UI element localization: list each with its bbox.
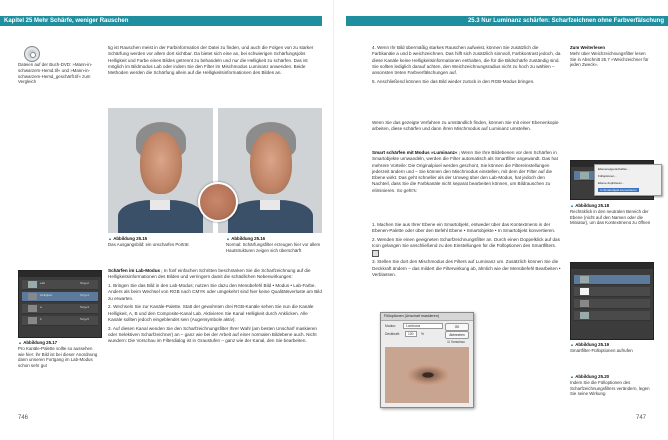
figure-text: Das Ausgangsbild: ein unscharfes Porträt bbox=[108, 241, 189, 247]
channel-row-helligkeit[interactable]: Helligkeit Strg+3 bbox=[22, 292, 98, 302]
figure-25-20-caption bbox=[570, 374, 652, 408]
opacity-input[interactable]: 100 bbox=[405, 331, 417, 337]
layer-context-menu bbox=[594, 164, 662, 196]
smart-section bbox=[372, 150, 562, 220]
figure-text: Smartfilter-Fülloptionen aufrufen bbox=[570, 347, 633, 353]
caption-marker-icon: ▲ bbox=[570, 342, 574, 347]
figure-25-17-caption bbox=[18, 340, 100, 380]
portrait-original bbox=[108, 108, 213, 233]
page-number-left: 746 bbox=[18, 415, 29, 421]
cancel-button[interactable]: Abbrechen bbox=[445, 331, 469, 339]
menu-item[interactable]: Ebene duplizieren... bbox=[598, 181, 625, 185]
dialog-title: Fülloptionen (Unscharf maskieren) bbox=[381, 313, 473, 321]
section-marker-icon: | bbox=[161, 268, 163, 273]
caption-marker-icon: ▲ bbox=[570, 203, 574, 208]
caption-marker-icon: ▲ bbox=[570, 374, 574, 379]
step-item: 4. Wenn Ihr Bild übermäßig starkes Rauschen aufweist, können Sie zusätzlich die Farbkanäle a und b weichzeichnen. Das hilft sich zusätzlich sinnvoll, Farbkontrast jedoch, da diese Kanäle keine Helligkeitsinformationen enthalten, die für die Bildschärfe zuständig sind. Sie sollten lediglich darauf achten, den Weichzeichnungsradius nicht zu hoch zu wählen – ansonsten treten Farbverfälschungen auf. bbox=[372, 45, 561, 76]
background-layer[interactable] bbox=[574, 311, 650, 321]
channel-row-lab[interactable]: Lab Strg+2 bbox=[22, 280, 98, 290]
smart-heading: Smart schärfen mit Modus »Luminanz« bbox=[372, 150, 458, 155]
margin-further-reading bbox=[570, 45, 652, 79]
figure-25-16-caption bbox=[226, 236, 322, 256]
chapter-title: Kapitel 25 Mehr Schärfe, weniger Rauschen bbox=[4, 18, 129, 24]
section-title: 25.3 Nur Luminanz schärfen: Scharfzeichnen ohne Farbverfälschung bbox=[467, 18, 664, 24]
step-item: 1. Bringen Sie das Bild in den Lab-Modus; nutzen Sie dazu den Menübefehl Bild • Modus • Lab-Farbe. Anders als beim Wechsel von RGB nach CMYK oder umgekehrt sind hier keine Qualitätsverluste am Bild zu erwarten. bbox=[108, 283, 322, 301]
figure-text: Indem Sie die Fülloptionen des Scharfzeichnungsfilters verändern, legen Sie seine Wirkung bbox=[570, 379, 650, 397]
figure-title: Abbildung 25.16 bbox=[231, 236, 266, 241]
layers-panel-smartfilter bbox=[570, 262, 654, 340]
dvd-note: Dateien auf der Buch-DVD: »Mann-in-schwarzem-Hemd.tif« und »Mann-in-schwarzem-Hemd_geschärft.tif« zum Vergleich bbox=[18, 62, 93, 85]
figure-text: Pro Kanäle-Palette sollte so aussehen wie hier: ihr Bild ist bei dieser Anordnung dann unseren Fortgang im Lab-Modus schon sehr gut bbox=[18, 345, 98, 369]
caption-marker-icon: ▲ bbox=[108, 236, 112, 241]
chapter-header-left bbox=[0, 16, 322, 26]
page-number-right: 747 bbox=[636, 415, 647, 421]
chapter-header-right bbox=[346, 16, 668, 26]
figure-25-15-caption bbox=[108, 236, 213, 250]
figure-text: Normal: Schärfungsfilter erzeugen hier vor allem Hautstrukturen zeigen sich überschärft bbox=[226, 241, 321, 253]
menu-item[interactable]: Ebeneneigenschaften... bbox=[598, 167, 630, 171]
figure-title: Abbildung 25.15 bbox=[113, 236, 148, 241]
margin-heading: Zum Weiterlesen bbox=[570, 45, 606, 50]
step-item: 2. Wenden Sie einen geeigneten Scharfzeichnungsfilter an. Durch einen Doppelklick auf das Icon gelangen Sie anschließend zu den Einstellungen für die Fülloptionen des Smartfilters. bbox=[372, 237, 560, 249]
menu-item[interactable]: Fülloptionen... bbox=[598, 174, 617, 178]
steps-top bbox=[372, 45, 562, 117]
caption-marker-icon: ▲ bbox=[226, 236, 230, 241]
channel-row-b[interactable]: b Strg+5 bbox=[22, 316, 98, 326]
preview-checkbox[interactable]: ☑ Vorschau bbox=[447, 340, 465, 344]
smartfilter-row[interactable] bbox=[574, 287, 650, 297]
skin-detail-loupe bbox=[198, 182, 238, 222]
intro-text: tig ist Rauschen meist in der Farbinformation der Datei zu finden, und auch die Folgen von zu starker Schärfung werden vor allem dort sichtbar. Da bietet sich eine an, bei schwierigen Schärfungsjobs Helligkeit und Farbe eines Bildes getrennt zu behandeln und nur die Helligkeit zu schärfen. Das ist möglich im Bildmodus Lab oder indem Sie den Filter im Mischmodus Luminanz anwenden. Beide Methoden werden die Schärfung allein auf die Helligkeitsinformationen des Bildes an. bbox=[108, 45, 314, 76]
margin-text: Mehr über Weichzeichnungsfilter lesen Sie in Abschnitt 25.7 »Weichzeichner für jeden Zweck«. bbox=[570, 50, 649, 68]
smart-text: Wenn Sie Ihre Bildebenen vor dem Schärfen in Smartobjekte umwandeln, werden die Filter automatisch als Smartfilter angewandt. Das hat mehrere Vorteile: Die Originalpixel werden geschont, Sie können die Filtereinstellungen jederzeit ändern und – Sie können den Mischmodus einstellen, mit dem der Filter auf die Ebene wirkt. Das geht schneller als der Umweg über den Lab-Modus, hat jedoch den Nachteil, dass Sie die Farbkanäle nicht separat bearbeiten können, um Bildrauschen zu eliminieren. So geht's: bbox=[372, 150, 558, 193]
caption-marker-icon: ▲ bbox=[18, 340, 22, 345]
section-intro: In fünf einfachen Schritten beschränken Sie die Scharfzeichnung auf die Helligkeitsinformationen des Bildes und verringern damit die schädlichen Nebenwirkungen: bbox=[108, 268, 311, 280]
step-item: 3. Stellen Sie dort den Mischmodus des Filters auf Luminanz um. Zusätzlich können Sie die Deckkraft ändern – das mildert die Filterwirkung ab, ähnlich wie der Menübefehl Bearbeiten • Verblassen. bbox=[372, 259, 561, 277]
ok-button[interactable]: OK bbox=[445, 323, 469, 331]
mode-select[interactable]: Luminanz bbox=[403, 323, 443, 329]
channels-panel bbox=[18, 270, 102, 338]
step-item: 3. Auf diesen Kanal wenden Sie den Scharfzeichnungsfilter Ihrer Wahl (am besten Unscharf maskieren oder Selektiven Scharfzeichner) an – ganz wie bei der Arbeit auf einer normalen Bildebene auch. Nicht wundern: Die Vorschau im Filterdialog ist in Graustufen – ganz wie der Kanal, den Sie bearbeiten. bbox=[108, 325, 317, 344]
figure-title: Abbildung 25.20 bbox=[575, 374, 610, 379]
mid-paragraph bbox=[372, 120, 562, 142]
mode-label: Modus: bbox=[385, 324, 396, 328]
smartfilter-options-icon bbox=[372, 250, 379, 257]
intro-paragraph bbox=[108, 45, 322, 103]
figure-title: Abbildung 25.18 bbox=[575, 203, 610, 208]
figure-title: Abbildung 25.17 bbox=[23, 340, 58, 345]
step-item: 1. Machen Sie aus Ihrer Ebene ein Smartobjekt, entweder über das Kontextmenü in der Ebenen-Palette oder über den Befehl Ebene • Smartobjekte • In Smartobjekt konvertieren. bbox=[372, 222, 556, 234]
menu-item-convert-smart-object[interactable]: In Smartobjekt konvertieren bbox=[600, 188, 637, 192]
dialog-preview-image bbox=[385, 347, 469, 403]
opacity-label: Deckkraft: bbox=[385, 332, 400, 336]
opacity-unit: % bbox=[421, 332, 424, 336]
section-marker-icon: | bbox=[458, 150, 460, 155]
figure-text: Rechtsklick in den neutralen Bereich der Ebene (nicht auf den Namen oder die Miniatur), um das Kontextmenü zu öffnen bbox=[570, 208, 651, 226]
smart-object-layer[interactable] bbox=[574, 275, 650, 285]
step-item: 5. Anschließend können Sie das Bild wieder zurück in den RGB-Modus bringen. bbox=[372, 78, 535, 84]
filter-row[interactable] bbox=[574, 299, 650, 309]
section-heading: Schärfen im Lab-Modus bbox=[108, 268, 161, 273]
dvd-icon bbox=[24, 46, 40, 62]
channel-row-a[interactable]: a Strg+4 bbox=[22, 304, 98, 314]
page-gutter bbox=[333, 0, 334, 440]
mid-text: Wenn Sie das gezeigte Verfahren zu umständlich finden, können Sie mit einer Ebenenkopie arbeiten, diese schärfen und dann ihren Mischmodus auf Luminanz umstellen. bbox=[372, 120, 559, 132]
figure-title: Abbildung 25.19 bbox=[575, 342, 610, 347]
smart-steps bbox=[372, 222, 562, 310]
preview-label: Vorschau bbox=[450, 340, 465, 344]
figure-25-19-caption bbox=[570, 342, 652, 358]
figure-25-18-caption bbox=[570, 203, 652, 237]
lab-mode-section bbox=[108, 268, 322, 408]
blending-options-dialog bbox=[380, 312, 474, 408]
step-item: 2. Wechseln Sie zur Kanäle-Palette. Statt der gewohnten drei RGB-Kanäle sehen Sie nun die Kanäle Helligkeit, A, B und den Composite-Kanal Lab. Aktivieren Sie Kanal Helligkeit durch Anklicken. Alle Kanäle sollten jedoch eingeblendet sein (Augensymbole aktiv). bbox=[108, 304, 314, 323]
